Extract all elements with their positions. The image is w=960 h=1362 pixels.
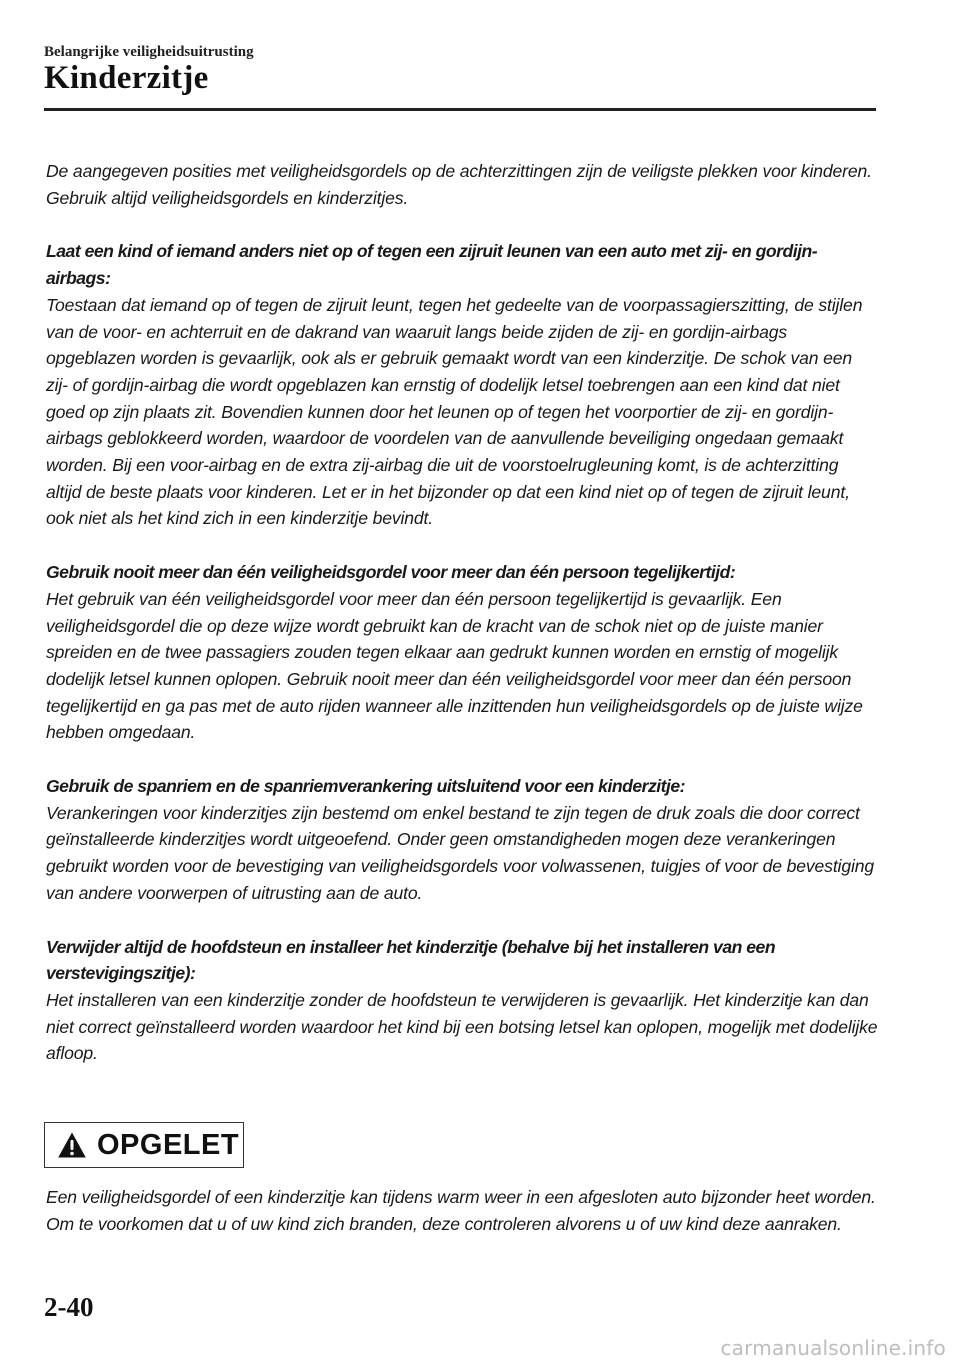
warning-heading: Gebruik nooit meer dan één veiligheidsgordel voor meer dan één persoon tegelijkertijd: <box>46 562 736 583</box>
warning-heading: Verwijder altijd de hoofdsteun en installeer het kinderzitje (behalve bij het installeren van een verstevigingszitje): <box>46 936 776 984</box>
warning-block <box>46 773 878 907</box>
warning-block <box>46 559 878 746</box>
warning-heading: Gebruik de spanriem en de spanriemverankering uitsluitend voor een kinderzitje: <box>46 776 686 797</box>
caution-label: OPGELET <box>97 1128 240 1161</box>
caution-box <box>44 1122 244 1168</box>
section-label: Belangrijke veiligheidsuitrusting <box>44 44 254 60</box>
page-title: Kinderzitje <box>44 60 209 96</box>
warning-body: Het installeren van een kinderzitje zonder de hoofdsteun te verwijderen is gevaarlijk. Het kinderzitje kan dan niet correct geïnstalleerd worden waardoor het kind bij een botsing letsel kan oplopen, mogelijk met dodelijke afloop. <box>46 989 878 1064</box>
caution-text: Een veiligheidsgordel of een kinderzitje kan tijdens warm weer in een afgesloten auto bijzonder heet worden. Om te voorkomen dat u of uw kind zich branden, deze controleren alvorens u of uw kind deze aanraken. <box>46 1187 876 1234</box>
warning-heading: Laat een kind of iemand anders niet op of tegen een zijruit leunen van een auto met zij- en gordijn-airbags: <box>46 241 818 289</box>
page-number: 2-40 <box>44 1292 94 1322</box>
title-rule <box>44 108 876 111</box>
warning-block <box>46 238 878 532</box>
warning-triangle-icon <box>57 1131 87 1159</box>
watermark: carmanualsonline.info <box>720 1336 946 1360</box>
intro-paragraph: De aangegeven posities met veiligheidsgordels op de achterzittingen zijn de veiligste plekken voor kinderen. Gebruik altijd veiligheidsgordels en kinderzitjes. <box>46 161 872 208</box>
content <box>46 158 878 1094</box>
warning-body: Toestaan dat iemand op of tegen de zijruit leunt, tegen het gedeelte van de voorpassagierszitting, de stijlen van de voor- en achterruit en de dakrand van waaruit langs beide zijden de zij- en gordijn-airbags opgeblazen worden is gevaarlijk, ook als er gebruik gemaakt wordt van een kinderzitje. De schok van een zij- of gordijn-airbag die wordt opgeblazen kan ernstig of dodelijk letsel toebrengen aan een kind dat niet goed op zijn plaats zit. Bovendien kunnen door het leunen op of tegen het voorportier de zij- en gordijn-airbags geblokkeerd worden, waardoor de voordelen van de aanvullende beveiliging ongedaan gemaakt worden. Bij een voor-airbag en de extra zij-airbag die uit de voorstoelrugleuning komt, is de achterzitting altijd de beste plaats voor kinderen. Let er in het bijzonder op dat een kind niet op of tegen de zijruit leunt, ook niet als het kind zich in een kinderzitje bevindt. <box>46 294 863 529</box>
warning-block <box>46 934 878 1068</box>
warning-body: Het gebruik van één veiligheidsgordel voor meer dan één persoon tegelijkertijd is gevaarlijk. Een veiligheidsgordel die op deze wijze wordt gebruikt kan de kracht van de schok niet op de juiste manier spreiden en de twee passagiers zouden tegen elkaar aan gedrukt kunnen worden en ernstig of mogelijk dodelijk letsel kunnen oplopen. Gebruik nooit meer dan één veiligheidsgordel voor meer dan één persoon tegelijkertijd en ga pas met de auto rijden wanneer alle inzittenden hun veiligheidsgordels op de juiste wijze hebben omgedaan. <box>46 588 863 743</box>
warning-body: Verankeringen voor kinderzitjes zijn bestemd om enkel bestand te zijn tegen de druk zoals die door correct geïnstalleerde kinderzitjes wordt uitgeoefend. Onder geen omstandigheden mogen deze verankeringen gebruikt worden voor de bevestiging van veiligheidsgordels voor volwassenen, tuigjes of voor de bevestiging van andere voorwerpen of uitrusting aan de auto. <box>46 802 874 903</box>
